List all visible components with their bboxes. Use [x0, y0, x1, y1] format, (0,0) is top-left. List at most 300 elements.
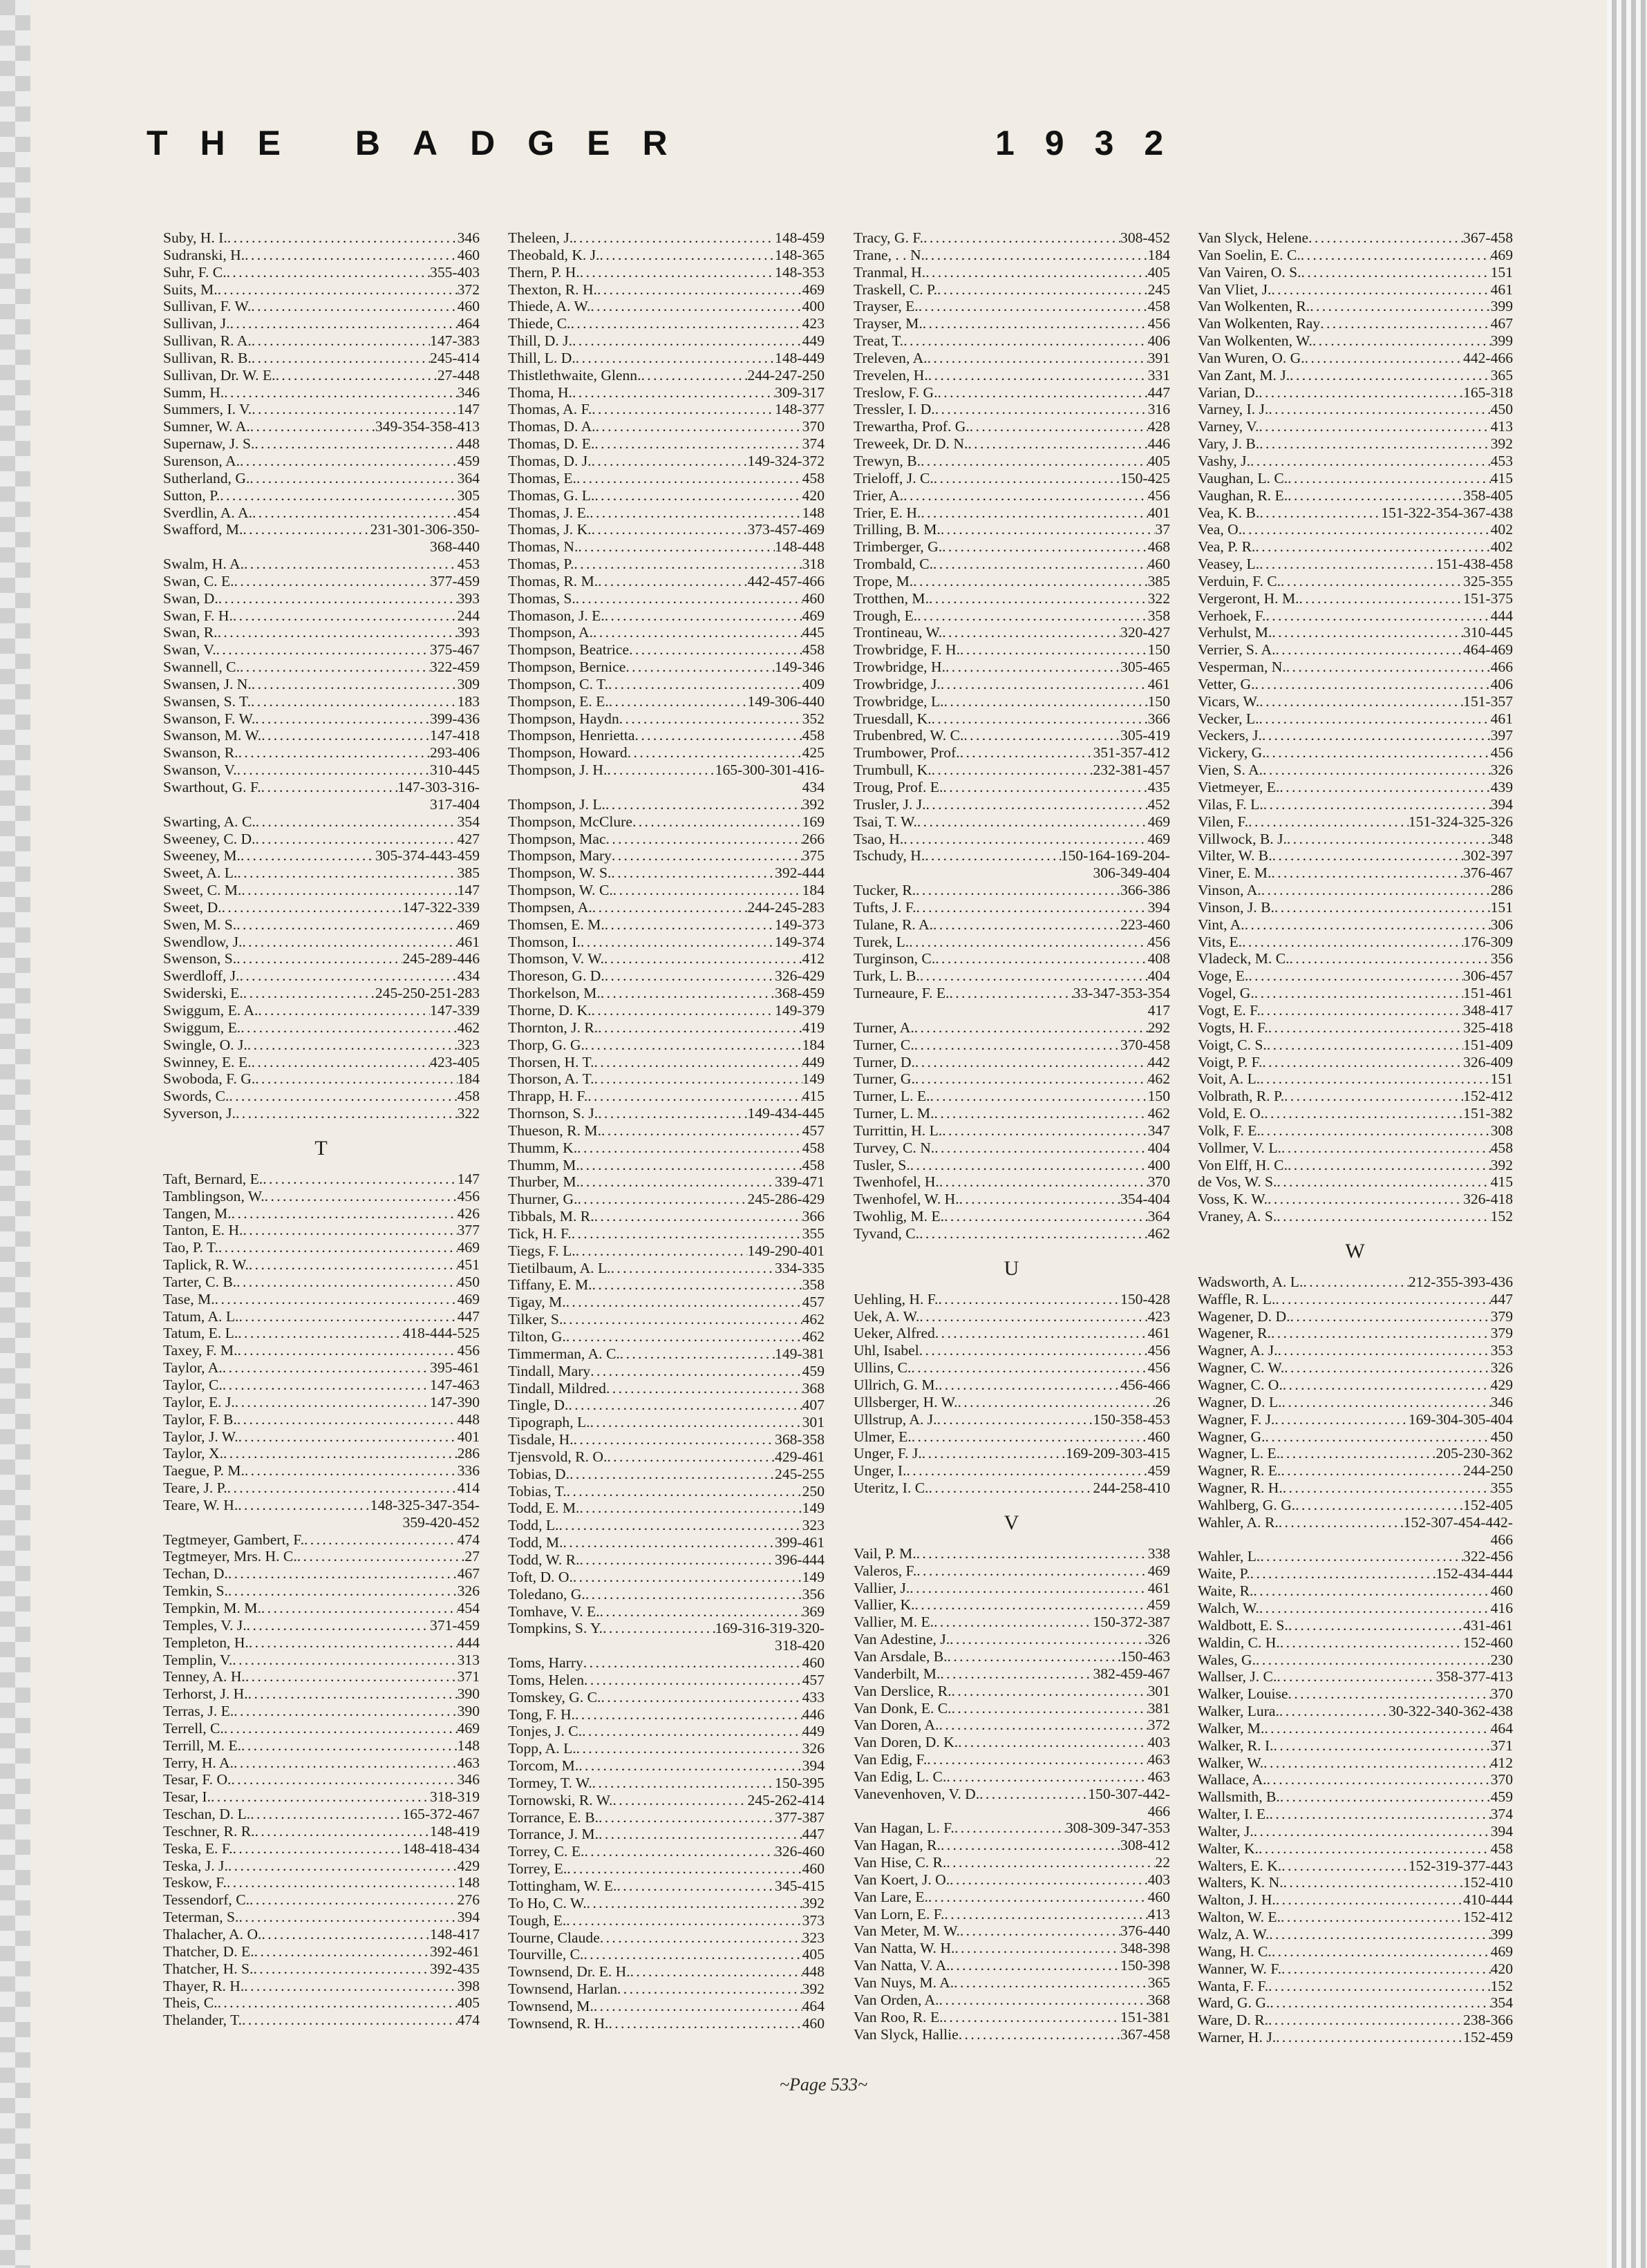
entry-pages: 453: [1490, 452, 1513, 469]
dot-leader: [1261, 1002, 1463, 1019]
entry-pages: 326: [1490, 762, 1513, 779]
entry-name: Van Doren, A.: [854, 1717, 939, 1734]
index-entry: [508, 332, 825, 350]
index-entry: [854, 1957, 1170, 1974]
dot-leader: [228, 1858, 458, 1875]
entry-name: Tenney, A. H.: [163, 1668, 245, 1685]
entry-pages: 391: [1147, 349, 1170, 366]
index-entry: [1198, 1480, 1513, 1497]
entry-name: Treslow, F. G.: [854, 384, 938, 401]
dot-leader: [254, 435, 457, 453]
entry-pages: 306-457: [1463, 967, 1513, 985]
entry-name: Thomas, A. F.: [508, 401, 592, 418]
entry-name: Tong, F. H.: [508, 1705, 575, 1723]
entry-pages: 149-381: [775, 1345, 825, 1362]
entry-name: Thill, D. J.: [508, 332, 572, 350]
entry-pages: 322: [1147, 589, 1170, 607]
index-entry: [508, 1603, 825, 1620]
dot-leader: [934, 1140, 1147, 1157]
dot-leader: [234, 1755, 458, 1772]
entry-name: Tangen, M.: [163, 1204, 232, 1222]
entry-pages: 460: [1147, 1888, 1170, 1905]
entry-pages: 313: [457, 1651, 480, 1668]
entry-name: Van Wolkenten, R.: [1198, 298, 1310, 315]
dot-leader: [258, 1002, 430, 1019]
dot-leader: [238, 1342, 458, 1359]
index-entry: [1198, 1291, 1513, 1308]
dot-leader: [635, 727, 802, 744]
index-entry: [854, 950, 1170, 967]
index-entry: [163, 332, 480, 350]
dot-leader: [228, 1582, 458, 1600]
dot-leader: [579, 1551, 775, 1569]
dot-leader: [241, 1019, 457, 1037]
index-entry: [854, 659, 1170, 676]
entry-pages: 308: [1490, 1122, 1513, 1139]
index-entry: [854, 1462, 1170, 1480]
index-entry: [1198, 504, 1513, 522]
index-entry: [1198, 1002, 1513, 1019]
entry-pages: 349-354-358-413: [375, 418, 480, 435]
entry-pages: 150-425: [1120, 469, 1170, 486]
index-entry: [854, 1562, 1170, 1580]
index-entry: [854, 1631, 1170, 1648]
entry-pages: 149-374: [775, 933, 825, 950]
entry-name: Thompsen, A.: [508, 898, 592, 916]
entry-name: Traskell, C. P.: [854, 281, 938, 298]
entry-pages: 148-365: [775, 246, 825, 263]
dot-leader: [939, 1717, 1148, 1734]
entry-pages: 346: [1490, 1393, 1513, 1410]
dot-leader: [1266, 744, 1491, 762]
entry-name: Teschner, R. R.: [163, 1822, 255, 1840]
entry-pages: 456: [1147, 1359, 1170, 1377]
index-entry: [508, 384, 825, 401]
entry-pages: 354: [1490, 1994, 1513, 2012]
dot-leader: [1261, 882, 1491, 899]
index-entry: [508, 831, 825, 848]
entry-name: Taylor, E. J.: [163, 1393, 235, 1410]
index-entry: [163, 315, 480, 332]
dot-leader: [613, 882, 802, 899]
entry-pages: 461: [1490, 710, 1513, 727]
entry-pages: 310-445: [430, 762, 480, 779]
entry-pages: 469: [802, 281, 825, 298]
entry-name: Swanson, M. W.: [163, 727, 262, 744]
dot-leader: [574, 556, 802, 573]
entry-name: Turner, L. E.: [854, 1088, 930, 1105]
entry-name: Tatum, A. L.: [163, 1307, 239, 1325]
entry-pages: 152: [1490, 1208, 1513, 1225]
entry-pages: 320-427: [1120, 624, 1170, 641]
entry-pages: 445: [802, 624, 825, 641]
entry-name: Temkin, S.: [163, 1582, 228, 1600]
index-entry: [163, 1840, 480, 1858]
dot-leader: [1255, 538, 1490, 556]
entry-name: Sudranski, H.: [163, 246, 245, 263]
entry-pages: 149: [802, 1568, 825, 1585]
dot-leader: [230, 315, 458, 332]
entry-pages: 456: [1147, 315, 1170, 332]
entry-pages: 370: [1490, 1685, 1513, 1703]
dot-leader: [576, 1242, 748, 1260]
index-entry: [508, 1294, 825, 1311]
entry-name: Torrey, E.: [508, 1860, 567, 1878]
dot-leader: [1281, 1960, 1491, 1978]
index-entry: [508, 1826, 825, 1843]
index-entry: [1198, 315, 1513, 332]
entry-pages: 461: [1147, 675, 1170, 692]
index-entry: [1198, 1806, 1513, 1823]
entry-name: Ullins, C.: [854, 1359, 912, 1377]
dot-leader: [919, 1308, 1147, 1325]
entry-name: Taylor, F. B.: [163, 1410, 237, 1428]
dot-leader: [916, 1545, 1148, 1562]
entry-pages: 392: [1490, 1156, 1513, 1173]
entry-name: Sullivan, R. B.: [163, 349, 252, 366]
entry-pages: 461: [1147, 1325, 1170, 1342]
index-entry: [854, 1480, 1170, 1497]
entry-pages: 149-434-445: [747, 1105, 825, 1122]
dot-leader: [304, 1531, 458, 1549]
entry-name: Tegtmeyer, Gambert, F.: [163, 1531, 304, 1548]
dot-leader: [950, 1871, 1147, 1889]
entry-pages: 368: [802, 1379, 825, 1397]
dot-leader: [919, 1342, 1148, 1359]
index-entry: [508, 281, 825, 299]
dot-leader: [617, 1878, 775, 1895]
entry-pages: 447: [457, 1307, 480, 1325]
dot-leader: [1259, 504, 1381, 522]
entry-pages: 148-353: [775, 263, 825, 281]
entry-pages: 346: [457, 384, 480, 401]
index-entry: [163, 1737, 480, 1755]
entry-name: Tiffany, E. M.: [508, 1276, 592, 1294]
dot-leader: [963, 727, 1120, 744]
index-entry: [854, 882, 1170, 899]
entry-name: Uteritz, I. C.: [854, 1480, 929, 1497]
index-entry: [1198, 950, 1513, 967]
entry-pages: 370: [802, 418, 825, 435]
entry-pages: 459: [802, 1362, 825, 1379]
index-entry: [163, 1703, 480, 1720]
entry-pages: 394: [802, 1757, 825, 1775]
entry-name: Vits, E.: [1198, 933, 1243, 950]
index-entry: [854, 710, 1170, 728]
entry-name: Waldbott, E. S.: [1198, 1616, 1288, 1634]
entry-pages: 458: [802, 641, 825, 659]
entry-pages: 147: [457, 882, 480, 899]
dot-leader: [238, 1428, 458, 1446]
entry-pages: 392: [1490, 435, 1513, 453]
entry-pages: 152-405: [1463, 1496, 1513, 1513]
index-entry: [163, 487, 480, 504]
index-entry: [163, 2012, 480, 2029]
entry-name: Sullivan, F. W.: [163, 298, 252, 315]
index-entry: [163, 435, 480, 453]
index-entry: [1198, 1788, 1513, 1806]
entry-name: Swinney, E. E.: [163, 1053, 252, 1070]
entry-name: Walters, K. N.: [1198, 1874, 1283, 1891]
entry-name: Van Natta, V. A.: [854, 1957, 950, 1974]
dot-leader: [1272, 847, 1463, 864]
dot-leader: [563, 1311, 802, 1328]
entry-name: Teschan, D. L.: [163, 1806, 251, 1823]
entry-pages: 463: [457, 1754, 480, 1771]
entry-name: Truesdall, K.: [854, 710, 932, 727]
entry-name: Swendlow, J.: [163, 933, 243, 950]
dot-leader: [603, 1620, 715, 1637]
entry-name: Wagner, F. J.: [1198, 1410, 1275, 1428]
index-entry: [163, 1291, 480, 1308]
entry-pages: 26: [1155, 1393, 1170, 1410]
entry-pages: 392-444: [775, 864, 825, 882]
entry-pages: 354-404: [1120, 1191, 1170, 1208]
entry-name: Voigt, P. F.: [1198, 1053, 1263, 1070]
dot-leader: [910, 1157, 1148, 1174]
entry-name: Van Hagan, L. F.: [854, 1820, 954, 1837]
index-entry: [163, 676, 480, 693]
entry-name: Varney, V.: [1198, 418, 1259, 435]
index-entry: [1198, 916, 1513, 934]
entry-pages: 463: [1147, 1751, 1170, 1768]
entry-name: Taylor, X.: [163, 1445, 223, 1462]
dot-leader: [941, 521, 1156, 538]
entry-pages: 169: [802, 813, 825, 830]
dot-leader: [241, 882, 457, 899]
dot-leader: [1303, 1274, 1408, 1291]
index-entry: [1198, 1548, 1513, 1565]
entry-name: Tilker, S.: [508, 1311, 563, 1328]
entry-pages: 365: [1147, 1974, 1170, 1991]
index-entry: [163, 264, 480, 281]
dot-leader: [1261, 1122, 1491, 1140]
index-entry: [854, 744, 1170, 762]
entry-name: Treweek, Dr. D. N.: [854, 435, 968, 453]
dot-leader: [1281, 573, 1463, 590]
entry-pages: 429-461: [775, 1448, 825, 1465]
dot-leader: [954, 1940, 1120, 1957]
entry-pages: 353: [1490, 1342, 1513, 1359]
index-entry: [508, 916, 825, 934]
dot-leader: [1253, 1582, 1490, 1600]
dot-leader: [572, 384, 775, 401]
index-entry: [1198, 1088, 1513, 1105]
entry-name: Townsend, M.: [508, 1997, 594, 2014]
dot-leader: [914, 1596, 1147, 1614]
entry-name: Swen, M. S.: [163, 916, 237, 933]
dot-leader: [261, 727, 430, 744]
entry-name: Trimberger, G.: [854, 538, 943, 556]
dot-leader: [1262, 1054, 1463, 1071]
entry-pages: 444: [457, 1634, 480, 1651]
index-entry: [1198, 882, 1513, 899]
index-entry: [508, 521, 825, 538]
entry-name: Thomas, P.: [508, 556, 574, 573]
entry-name: Van Donk, E. C.: [854, 1699, 952, 1717]
entry-name: Thompson, McClure: [508, 813, 632, 830]
dot-leader: [923, 315, 1148, 332]
entry-pages: 354: [457, 813, 480, 830]
entry-name: Swannell, C.: [163, 659, 240, 676]
index-entry: [508, 418, 825, 435]
index-entry: [508, 882, 825, 899]
dot-leader: [218, 1239, 458, 1256]
index-entry: [508, 950, 825, 967]
dot-leader: [247, 1037, 458, 1054]
dot-leader: [927, 1751, 1147, 1768]
index-entry: [1198, 1037, 1513, 1054]
dot-leader: [928, 367, 1148, 384]
index-entry: [1198, 641, 1513, 659]
entry-name: Tietilbaum, A. L.: [508, 1259, 611, 1276]
entry-pages: 147: [457, 1170, 480, 1187]
index-entry: [163, 1720, 480, 1737]
index-entry: [163, 1771, 480, 1788]
entry-pages: 423-405: [430, 1053, 480, 1070]
dot-leader: [1312, 332, 1491, 350]
entry-name: Summers, I. V.: [163, 401, 252, 418]
index-entry: [163, 470, 480, 487]
dot-leader: [937, 384, 1147, 401]
entry-name: Theleen, J.: [508, 229, 574, 246]
index-entry: [163, 1105, 480, 1122]
entry-pages: 400: [802, 298, 825, 315]
index-entry: [1198, 1840, 1513, 1858]
dot-leader: [958, 1734, 1147, 1751]
dot-leader: [628, 744, 802, 762]
dot-leader: [1288, 470, 1490, 487]
dot-leader: [600, 1603, 802, 1620]
dot-leader: [597, 281, 802, 299]
entry-name: Terhorst, J. H.: [163, 1685, 248, 1703]
index-entry: [163, 882, 480, 899]
entry-name: Verhulst, M.: [1198, 624, 1272, 641]
entry-name: Taylor, J. W.: [163, 1428, 238, 1445]
dot-leader: [1288, 1685, 1491, 1703]
entry-name: Tatum, E. L.: [163, 1325, 238, 1342]
entry-pages: 368-358: [775, 1431, 825, 1448]
entry-pages: 456: [1147, 933, 1170, 950]
index-entry: [1198, 453, 1513, 470]
entry-pages: 165-300-301-416-: [715, 762, 825, 779]
entry-pages: 326: [1490, 1359, 1513, 1377]
entry-pages: 147-383: [430, 332, 480, 350]
entry-pages: 412: [802, 950, 825, 967]
dot-leader: [1254, 985, 1463, 1002]
dot-leader: [612, 847, 802, 864]
dot-leader: [253, 1960, 430, 1978]
entry-pages: 446: [802, 1705, 825, 1723]
dot-leader: [1299, 590, 1463, 607]
dot-leader: [923, 229, 1120, 247]
dot-leader: [952, 1700, 1148, 1717]
dot-leader: [970, 418, 1148, 435]
index-entry: [854, 1922, 1170, 1940]
entry-name: Swerdloff, J.: [163, 967, 240, 985]
dot-leader: [903, 831, 1147, 848]
entry-pages: 323: [802, 1517, 825, 1534]
entry-name: Van Koert, J. O.: [854, 1871, 950, 1888]
index-entry: [1198, 401, 1513, 418]
index-entry: [1198, 384, 1513, 401]
entry-pages-continuation: 306-349-404: [1093, 864, 1170, 882]
index-entry: [508, 1414, 825, 1431]
entry-pages: 433: [802, 1688, 825, 1705]
dot-leader: [594, 487, 802, 504]
entry-name: Thumm, M.: [508, 1156, 580, 1173]
index-entry: [508, 573, 825, 590]
entry-pages: 458: [457, 1088, 480, 1105]
index-entry: [854, 1157, 1170, 1174]
dot-leader: [941, 676, 1148, 693]
dot-leader: [1242, 521, 1490, 538]
entry-pages: 405: [1147, 263, 1170, 281]
entry-name: Swafford, M.: [163, 521, 243, 538]
dot-leader: [1268, 1019, 1463, 1037]
entry-name: Tschudy, H.: [854, 847, 925, 864]
index-entry: [163, 1788, 480, 1806]
entry-pages: 150: [1147, 1088, 1170, 1105]
entry-name: Thurber, M.: [508, 1173, 581, 1191]
entry-pages: 394: [1147, 898, 1170, 916]
dot-leader: [1281, 1909, 1463, 1926]
index-entry: [854, 298, 1170, 315]
entry-name: Tingle, D.: [508, 1397, 569, 1414]
entry-name: Thalacher, A. O.: [163, 1926, 262, 1943]
entry-pages: 148-448: [775, 538, 825, 556]
dot-leader: [276, 367, 437, 384]
entry-pages: 358-405: [1463, 486, 1513, 504]
dot-leader: [252, 1054, 430, 1071]
index-entry: [163, 985, 480, 1002]
dot-leader: [572, 1225, 802, 1242]
entry-name: Sumner, W. A.: [163, 418, 250, 435]
index-entry: [854, 1173, 1170, 1191]
index-entry: [1198, 1755, 1513, 1772]
entry-pages: 322: [457, 1105, 480, 1122]
dot-leader: [242, 2012, 458, 2029]
entry-name: Van Meter, M. W.: [854, 1922, 960, 1940]
dot-leader: [939, 1377, 1120, 1394]
index-entry: [1198, 624, 1513, 641]
dot-leader: [938, 1291, 1120, 1308]
entry-pages: 402: [1490, 521, 1513, 538]
entry-name: Voit, A. L.: [1198, 1070, 1261, 1088]
entry-name: Van Vairen, O. S.: [1198, 263, 1301, 281]
index-entry: [508, 1140, 825, 1157]
index-entry: [1198, 847, 1513, 864]
entry-name: Treat, T.: [854, 332, 904, 350]
entry-name: Vicars, W.: [1198, 692, 1260, 710]
entry-name: Turner, D.: [854, 1053, 915, 1070]
dot-leader: [573, 1569, 802, 1586]
index-entry: [854, 264, 1170, 281]
entry-pages: 399: [1490, 298, 1513, 315]
dot-leader: [1295, 1497, 1463, 1514]
dot-leader: [243, 521, 370, 538]
dot-leader: [233, 1840, 403, 1858]
index-entry: [854, 1974, 1170, 1992]
index-entry: [163, 1445, 480, 1462]
dot-leader: [935, 950, 1147, 967]
index-entry: [1198, 1909, 1513, 1926]
entry-pages: 348-417: [1463, 1001, 1513, 1019]
index-entry: [854, 934, 1170, 951]
index-entry: [1198, 934, 1513, 951]
entry-name: Todd, W. R.: [508, 1551, 580, 1568]
entry-pages: 382-459-467: [1093, 1665, 1170, 1682]
